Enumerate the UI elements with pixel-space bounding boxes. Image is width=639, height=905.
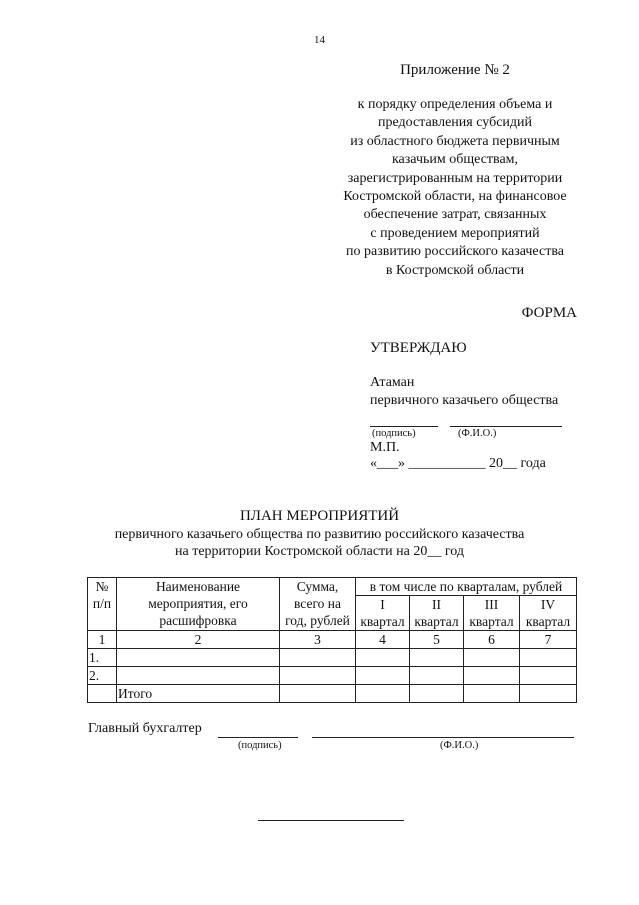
table-cell [117,667,280,685]
approver-name-line [450,426,562,427]
plan-subtitle [0,526,639,560]
table-cell [88,685,117,703]
quarter-label: квартал [525,614,571,629]
appendix-line: с проведением мероприятий [370,225,540,241]
appendix-description [305,96,605,280]
header-event-name-line: мероприятия, его [148,596,248,611]
plan-subtitle-line: первичного казачьего общества по развитию российского казачества [114,527,525,542]
approver-position [370,374,558,410]
table-cell [410,667,464,685]
table-cell [280,685,356,703]
quarter-number: II [432,597,441,612]
chief-accountant-label: Главный бухгалтер [88,721,202,736]
row-number: 2. [88,667,117,685]
header-total-sum [280,578,356,631]
table-cell [410,649,464,667]
plan-title: ПЛАН МЕРОПРИЯТИЙ [239,508,400,524]
form-label: ФОРМА [521,305,577,321]
appendix-line: Костромской области, на финансовое [343,189,567,205]
quarter-number: III [484,597,499,612]
appendix-line: по развитию российского казачества [346,244,564,260]
column-number: 7 [520,631,577,649]
header-total-sum-line: Сумма, [296,579,339,594]
stamp-placeholder: М.П. [370,440,400,455]
column-number: 6 [464,631,520,649]
approval-date-line: «___» ___________ 20__ года [370,456,546,471]
total-label: Итого [117,685,280,703]
table-cell [520,649,577,667]
header-number-line: № [95,579,109,594]
header-total-sum-line: год, рублей [285,613,350,628]
appendix-line: зарегистрированным на территории [347,170,563,186]
table-cell [520,685,577,703]
header-quarter [356,596,410,631]
table-cell [464,667,520,685]
accountant-signature-line [218,737,298,738]
quarter-label: квартал [414,614,459,629]
table-cell [410,685,464,703]
header-total-sum-line: всего на [294,596,341,611]
header-quarters: в том числе по кварталам, рублей [356,578,577,596]
appendix-line: из областного бюджета первичным [350,133,560,149]
accountant-signature-caption: (подпись) [238,740,282,751]
column-number: 4 [356,631,410,649]
appendix-line: казачьим обществам, [391,152,519,168]
accountant-name-line [312,737,574,738]
appendix-line: в Костромской области [385,262,525,278]
header-event-name-line: Наименование [155,579,241,594]
approval-heading: УТВЕРЖДАЮ [370,340,467,356]
appendix-line: предоставления субсидий [377,115,533,131]
table-cell [464,649,520,667]
quarter-number: I [380,597,385,612]
column-number: 5 [410,631,464,649]
table-total-row [88,685,577,703]
approver-position-line: Атаман [370,375,415,390]
table-column-numbers-row [88,631,577,649]
table-cell [280,667,356,685]
appendix-title: Приложение № 2 [400,62,510,78]
table-header-row [88,578,577,596]
table-cell [117,649,280,667]
header-event-name-line: расшифровка [159,613,237,628]
table-row [88,649,577,667]
column-number: 3 [280,631,356,649]
header-event-name [117,578,280,631]
header-quarter [410,596,464,631]
column-number: 2 [117,631,280,649]
table-row [88,667,577,685]
row-number: 1. [88,649,117,667]
header-number [88,578,117,631]
header-quarter [464,596,520,631]
approver-signature-line [370,426,438,427]
table-cell [464,685,520,703]
events-plan-table [87,577,577,703]
header-quarter [520,596,577,631]
quarter-label: квартал [360,614,405,629]
table-cell [356,667,410,685]
approver-position-line: первичного казачьего общества [370,393,559,408]
quarter-label: квартал [469,614,514,629]
approver-signature-caption: (подпись) [372,428,416,439]
table-cell [280,649,356,667]
column-number: 1 [88,631,117,649]
table-cell [520,667,577,685]
page-number: 14 [314,34,325,46]
plan-subtitle-line: на территории Костромской области на 20__ год [175,544,464,559]
appendix-line: к порядку определения объема и [357,97,553,112]
approver-name-caption: (Ф.И.О.) [458,428,497,439]
end-of-document-divider [258,820,404,821]
header-number-line: п/п [92,596,112,611]
accountant-name-caption: (Ф.И.О.) [440,740,479,751]
table-cell [356,685,410,703]
appendix-line: обеспечение затрат, связанных [363,207,547,223]
table-cell [356,649,410,667]
quarter-number: IV [540,597,556,612]
